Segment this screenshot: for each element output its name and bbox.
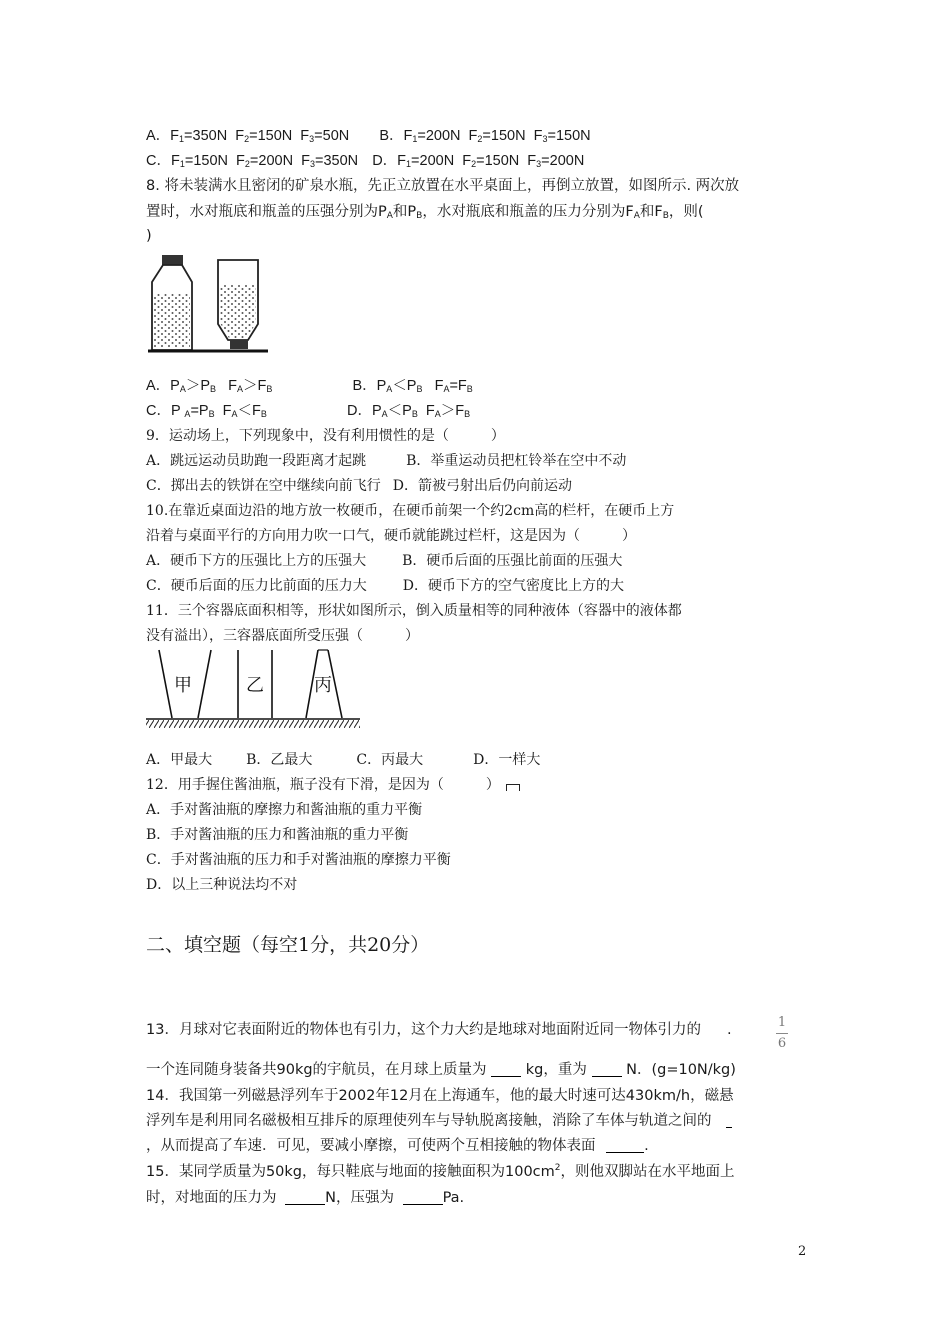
blank-pressure-force[interactable] <box>285 1189 325 1205</box>
fraction-one-sixth <box>774 1014 790 1053</box>
section-2-title: 二、填空题（每空1分，共20分） <box>146 934 430 956</box>
inverted-bottle-cap <box>230 340 248 349</box>
q8-option-b: B．$P_A<P_B$ $F_A=F_B$ <box>352 378 473 394</box>
blank-pressure-pa[interactable] <box>403 1189 443 1205</box>
q7-option-c: C．$F_1=150N$ $F_2=200N$ $F_3=350N$ <box>146 153 359 169</box>
q11-stem-line-1: 11．三个容器底面积相等，形状如图所示，倒入质量相等的同种液体（容器中的液体都 <box>146 603 682 619</box>
q10-option-c: C．硬币后面的压力比前面的压力大 <box>146 578 367 594</box>
upright-bottle-cap <box>162 255 183 265</box>
q11-option-c: C．丙最大 <box>356 752 424 768</box>
blank-weight-n[interactable] <box>592 1061 622 1077</box>
q7-option-line-1 <box>146 126 591 146</box>
q8-option-c: C．P $_A=P_B$ $F_A<F_B$ <box>146 403 267 419</box>
ground-hatching <box>146 720 360 728</box>
q14-line-2: 浮列车是利用同名磁极相互排斥的原理使列车与导轨脱离接触，消除了车体与轨道之间的 <box>146 1111 732 1131</box>
q13-line-2: 一个连同随身装备共90kg的宇航员，在月球上质量为 kg，重为 N．(g=10N/kg) <box>146 1062 736 1078</box>
q14-line-1: 14．我国第一列磁悬浮列车于2002年12月在上海通车，他的最大时速可达430km/h，磁悬 <box>146 1088 734 1104</box>
upright-bottle-water <box>154 294 190 348</box>
container-jia-left-wall <box>159 650 172 718</box>
q10-option-line-1 <box>146 551 622 571</box>
fraction-numerator: 1 <box>777 1015 787 1030</box>
fraction-denominator: 6 <box>777 1036 787 1051</box>
q9-option-d: D．箭被弓射出后仍向前运动 <box>392 478 572 494</box>
blank-friction-term[interactable] <box>726 1112 732 1128</box>
page-number: 2 <box>798 1244 807 1259</box>
q12-option-a: A．手对酱油瓶的摩擦力和酱油瓶的重力平衡 <box>146 802 423 818</box>
q9-option-line-1 <box>146 451 626 471</box>
q11-option-d: D．一样大 <box>473 752 541 768</box>
q7-option-line-2 <box>146 151 584 171</box>
q8-option-a: A．$P_A>P_B$ $F_A>F_B$ <box>146 378 273 394</box>
q10-stem-line-2: 沿着与桌面平行的方向用力吹一口气，硬币就能跳过栏杆，这是因为（ ） <box>146 528 636 544</box>
q14-line-3: ，从而提高了车速．可见，要减小摩擦，可使两个互相接触的物体表面 . <box>146 1138 649 1154</box>
q11-containers-figure <box>144 648 364 732</box>
q8-option-d: D．$P_A<P_B$ $F_A>F_B$ <box>346 403 471 419</box>
q11-option-b: B．乙最大 <box>246 752 313 768</box>
q7-option-d: D．$F_1=200N$ $F_2=150N$ $F_3=200N$ <box>372 153 585 169</box>
q9-option-c: C．掷出去的铁饼在空中继续向前飞行 <box>146 478 381 494</box>
container-jia-right-wall <box>198 650 211 718</box>
q8-bottles-figure <box>146 254 270 356</box>
q15-line-2: 时，对地面的压力为 N，压强为 Pa. <box>146 1190 465 1206</box>
container-label-bing: 丙 <box>314 675 332 696</box>
q12-option-c: C．手对酱油瓶的压力和手对酱油瓶的摩擦力平衡 <box>146 852 451 868</box>
q11-option-line <box>146 750 540 770</box>
q8-option-line-1 <box>146 376 473 396</box>
q15-line-1: 15．某同学质量为50kg，每只鞋底与地面的接触面积为$100cm^2$，则他双脚站在水平地面上 <box>146 1163 735 1180</box>
q10-option-d: D．硬币下方的空气密度比上方的大 <box>402 578 624 594</box>
q10-option-b: B．硬币后面的压强比前面的压强大 <box>402 553 623 569</box>
q7-option-b: B．$F_1=200N$ $F_2=150N$ $F_3=150N$ <box>379 128 591 144</box>
q8-stem-line-1: 8. 将未装满水且密闭的矿泉水瓶，先正立放置在水平桌面上，再倒立放置，如图所示. 两次放 <box>146 178 740 194</box>
q8-stem-line-2: 置时，水对瓶底和瓶盖的压强分别为$P_A$和$P_B$，水对瓶底和瓶盖的压力分别为$F_A$和$F_B$，则( <box>146 204 704 221</box>
blank-mass-kg[interactable] <box>491 1061 521 1077</box>
q10-stem-line-1: 10.在靠近桌面边沿的地方放一枚硬币，在硬币前架一个约2cm高的栏杆，在硬币上方 <box>146 503 675 519</box>
small-bracket-mark <box>506 784 520 791</box>
q8-stem-line-3: ) <box>146 228 152 244</box>
q9-stem: 9．运动场上，下列现象中，没有利用惯性的是（ ） <box>146 428 505 444</box>
blank-surface-condition[interactable] <box>606 1137 644 1153</box>
q10-option-a: A．硬币下方的压强比上方的压强大 <box>146 553 367 569</box>
q10-option-line-2 <box>146 576 624 596</box>
q12-option-b: B．手对酱油瓶的压力和酱油瓶的重力平衡 <box>146 827 409 843</box>
q13-line-1: 13．月球对它表面附近的物体也有引力，这个力大约是地球对地面附近同一物体引力的 . <box>146 1022 732 1038</box>
q9-option-b: B．举重运动员把杠铃举在空中不动 <box>406 453 627 469</box>
q9-option-line-2 <box>146 476 572 496</box>
q12-option-d: D．以上三种说法均不对 <box>146 877 298 893</box>
container-label-yi: 乙 <box>246 675 264 696</box>
inverted-bottle-water <box>220 284 256 338</box>
q11-option-a: A．甲最大 <box>146 752 213 768</box>
q11-stem-line-2: 没有溢出），三容器底面所受压强（ ） <box>146 628 419 644</box>
q7-option-a: A．$F_1=350N$ $F_2=150N$ $F_3=50N$ <box>146 128 350 144</box>
container-label-jia: 甲 <box>174 675 192 696</box>
q8-option-line-2 <box>146 401 470 421</box>
q12-stem: 12．用手握住酱油瓶，瓶子没有下滑，是因为（ ） <box>146 775 520 795</box>
q9-option-a: A．跳远运动员助跑一段距离才起跳 <box>146 453 367 469</box>
